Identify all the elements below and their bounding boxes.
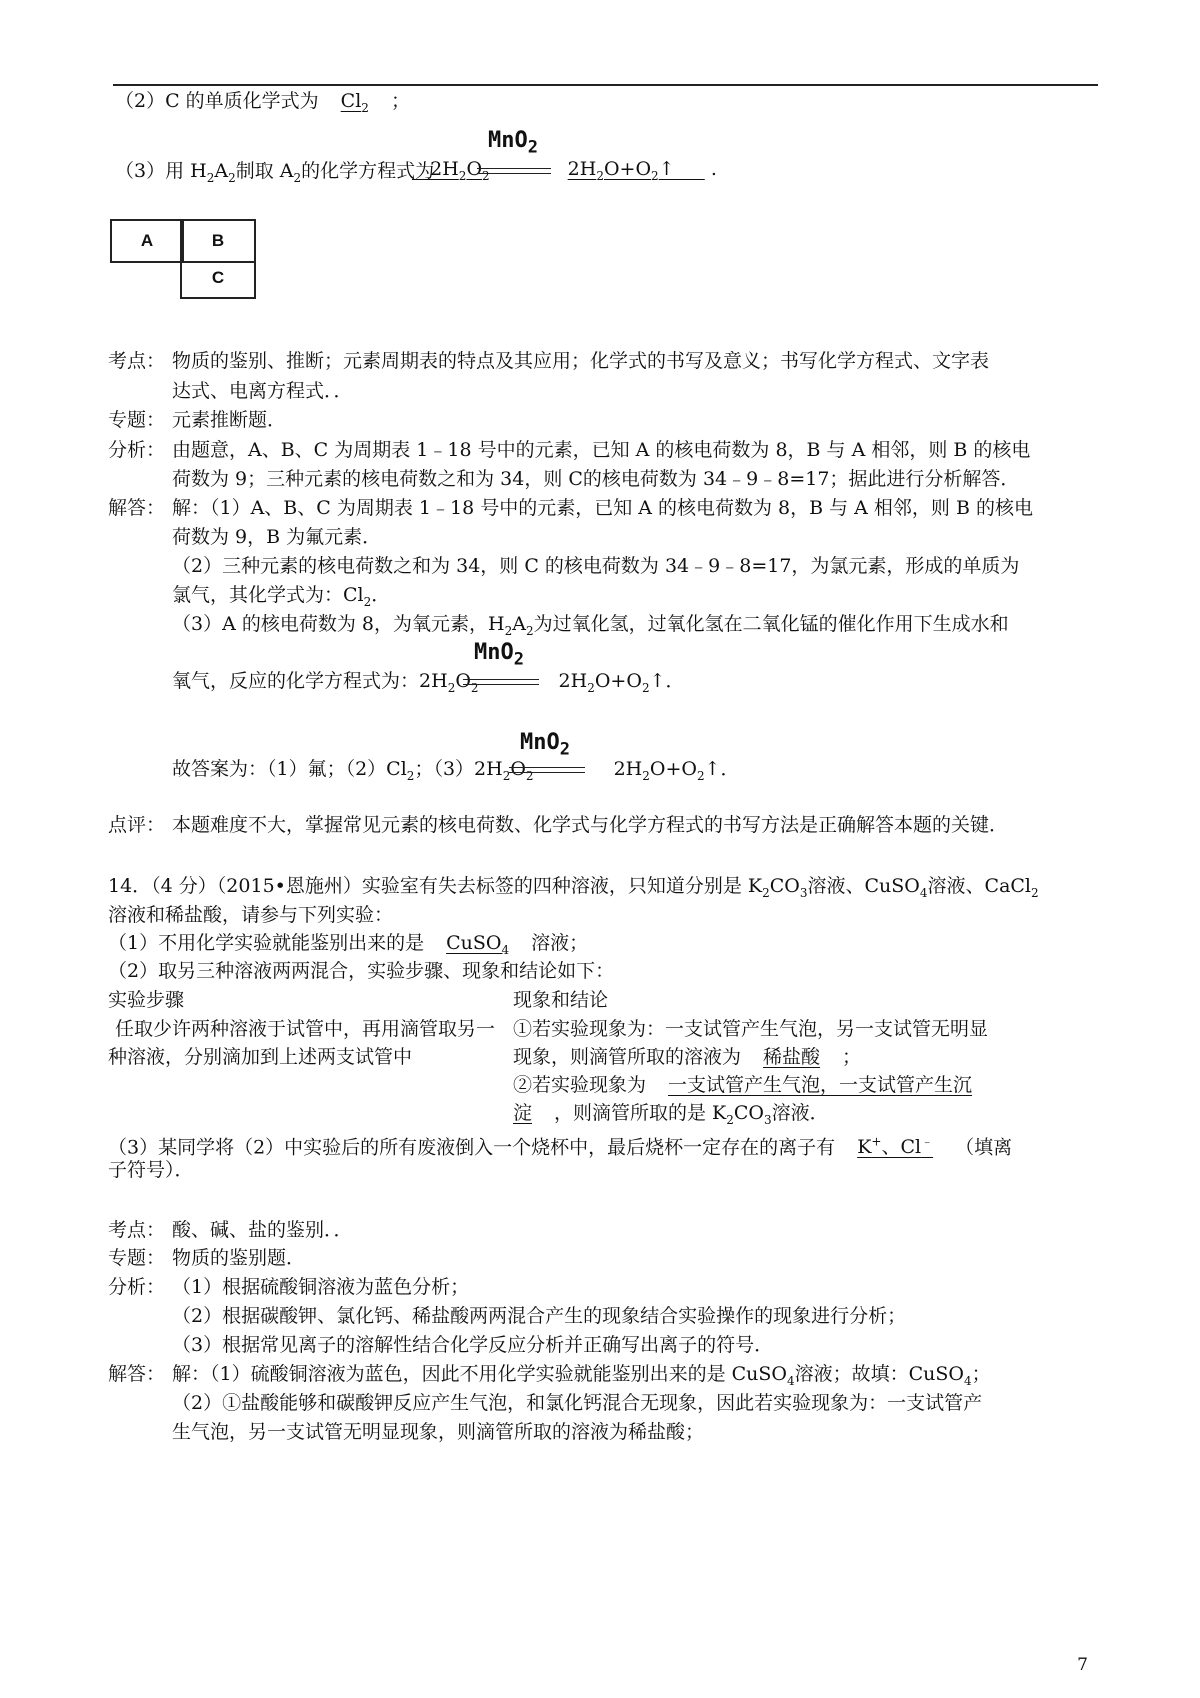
q13-line-2	[115, 88, 410, 121]
q14-jieda-1-text: 解：（1）硫酸铜溶液为蓝色，因此不用化学实验就能鉴别出来的是 CuSO	[172, 1363, 787, 1385]
q14-zhuanti-text: 物质的鉴别题．	[172, 1247, 306, 1269]
eq-end: .	[710, 158, 717, 180]
q14-jieda-1: 解：（1）硫酸铜溶液为蓝色，因此不用化学实验就能鉴别出来的是 CuSO$_4$溶液；故填：CuSO$_4$；	[172, 1363, 991, 1388]
table-cell-b	[180, 219, 256, 263]
q14-l1b-text: CO	[769, 875, 800, 897]
q13-l2-text: （2）C 的单质化学式为	[115, 90, 319, 112]
q14-result-4: 淀 ，则滴管所取的是 $K_2CO_3$溶液．	[513, 1102, 829, 1127]
q14-l1-text: 14．（4 分）（2015•恩施州）实验室有失去标签的四种溶液，只知道分别是 K	[108, 875, 763, 897]
fenxi-label: 分析：	[108, 439, 166, 461]
jieda-text-3: （2）三种元素的核电荷数之和为 34，则 C 的核电荷数为 34﹣9﹣8=17，为氯元素，形成的单质为	[172, 555, 1020, 577]
q14-result-3	[513, 1072, 972, 1098]
eq-double-bar-2	[463, 679, 539, 685]
catalyst-label: MnO$_2$	[488, 128, 538, 158]
fenxi-text-2: 荷数为 9；三种元素的核电荷数之和为 34，则 C的核电荷数为 34﹣9﹣8=17；据此进行分析解答．	[172, 468, 1020, 490]
q14-jieda-2: （2）①盐酸能够和碳酸钾反应产生气泡，和氯化钙混合无现象，因此若实验现象为：一支试管产	[172, 1392, 983, 1414]
q14-res4-answer: 淀	[513, 1102, 533, 1124]
q14-steps-1: 任取少许两种溶液于试管中，再用滴管取另一	[115, 1018, 496, 1040]
page-number: 7	[1077, 1655, 1088, 1675]
answer-line-text-2: ；（3）	[414, 758, 475, 780]
cell-c-text: C	[211, 268, 225, 287]
zhuanti-text: 元素推断题．	[172, 409, 287, 431]
catalyst-label-2: MnO$_2$	[474, 640, 524, 670]
jieda-label: 解答：	[108, 497, 166, 519]
jieda-5-text: （3）A 的核电荷数为 8，为氧元素，H	[172, 613, 505, 635]
q13-l2-answer-sub: 2	[361, 100, 369, 115]
jieda-text-6: 氧气，反应的化学方程式为：$2H_2O_2$ $2H_2O+O_2↑$．	[172, 670, 685, 695]
eq-right: 2H	[567, 158, 597, 180]
q14-jieda-1b-text: 溶液；故填：CuSO	[794, 1363, 965, 1385]
q14-line-6: 子符号）．	[108, 1159, 194, 1181]
q14-fenxi-3: （3）根据常见离子的溶解性结合化学反应分析并正确写出离子的符号．	[172, 1334, 774, 1356]
q14-res2-end: ；	[842, 1046, 862, 1068]
q14-res2-answer: 稀盐酸	[763, 1046, 821, 1068]
q14-l5-answer: K+、Cl﹣	[857, 1135, 934, 1159]
q14-result-1: ①若实验现象为：一支试管产生气泡，另一支试管无明显	[513, 1018, 989, 1040]
jieda-4-text: 氯气，其化学式为：Cl	[172, 584, 364, 606]
answer-line: 故答案为：（1）氟；$(2)Cl_2$；$(3)2H_2O_2$ $2H_2O+O_2↑$．	[172, 758, 740, 783]
q14-line-4: （2）取另三种溶液两两混合，实验步骤、现象和结论如下：	[108, 960, 615, 982]
q14-res3-answer: 一支试管产生气泡，一支试管产生沉	[668, 1074, 973, 1096]
catalyst-text: MnO	[488, 128, 528, 153]
table-cell-a	[110, 219, 184, 263]
q14-l3-answer-text: CuSO	[446, 932, 502, 954]
q13-l3-text: （3）用 H	[115, 160, 207, 182]
jieda-text-5: （3）A 的核电荷数为 8，为氧元素，$H_2A_2$为过氧化氢，过氧化氢在二氧化锰的催化作用下生成水和	[172, 613, 1009, 638]
q13-l3-mid: 制取 A	[235, 160, 294, 182]
catalyst-label-3: MnO$_2$	[520, 730, 570, 760]
q14-col-result: 现象和结论	[513, 989, 609, 1011]
kaodian-text-2: 达式、电离方程式．．	[172, 380, 353, 402]
catalyst-text-2: MnO	[474, 640, 514, 665]
q14-l5-ans-k: K	[857, 1136, 872, 1159]
q14-steps-2: 种溶液，分别滴加到上述两支试管中	[108, 1046, 413, 1068]
cell-b-text: B	[211, 231, 225, 250]
q14-l3-end: 溶液；	[531, 932, 589, 954]
q14-l3-answer: CuSO$_4$	[446, 932, 510, 957]
catalyst-text-3: MnO	[520, 730, 560, 755]
dianping-label: 点评：	[108, 814, 166, 836]
cell-a-text: A	[140, 231, 154, 250]
answer-line-text: 故答案为：（1）氟；（2）Cl	[172, 758, 407, 780]
q14-res2-text: 现象，则滴管所取的溶液为	[513, 1046, 742, 1068]
q14-result-2	[513, 1044, 861, 1070]
q14-l5-ans-cl: 、Cl	[881, 1136, 922, 1159]
q14-zhuanti-label: 专题：	[108, 1247, 166, 1269]
eq-double-bar-3	[509, 767, 585, 773]
zhuanti-label: 专题：	[108, 409, 166, 431]
q14-l1d-text: 溶液、CaCl	[927, 875, 1032, 897]
q14-fenxi-2: （2）根据碳酸钾、氯化钙、稀盐酸两两混合产生的现象结合实验操作的现象进行分析；	[172, 1305, 907, 1327]
q14-jieda-3: 生气泡，另一支试管无明显现象，则滴管所取的溶液为稀盐酸；	[172, 1421, 705, 1443]
kaodian-label: 考点：	[108, 350, 166, 372]
jieda-text-4: 氯气，其化学式为：$Cl_2$．	[172, 584, 391, 609]
kaodian-text-1: 物质的鉴别、推断；元素周期表的特点及其应用；化学式的书写及意义；书写化学方程式、文字表	[172, 350, 990, 372]
q14-col-steps: 实验步骤	[108, 989, 185, 1011]
q14-res3-text: ②若实验现象为	[513, 1074, 647, 1096]
q14-fenxi-label: 分析：	[108, 1276, 166, 1298]
q14-l1c-text: 溶液、CuSO	[807, 875, 920, 897]
jieda-text-2: 荷数为 9，B 为氟元素．	[172, 526, 382, 548]
q14-line-5	[108, 1129, 1012, 1160]
q14-line-1: 14．（4 分）（2015•恩施州）实验室有失去标签的四种溶液，只知道分别是 $K_2CO_3$溶液、CuSO$_4$溶液、CaCl$_2$	[108, 875, 1039, 900]
q13-line-3: （3）用 $H_2A_2$制取 $A_2$的化学方程式为	[115, 160, 435, 185]
q14-jieda-label: 解答：	[108, 1363, 166, 1385]
q13-l3-mid2: 的化学方程式为	[301, 160, 435, 182]
q14-res4-text-3: 溶液．	[771, 1102, 829, 1124]
q13-equation: $2H_2O_2$ $2H_2O+O_2↑$ .	[430, 158, 717, 183]
q14-line-2: 溶液和稀盐酸，请参与下列实验：	[108, 904, 394, 926]
eq-double-bar	[477, 168, 551, 174]
q14-l3-text: （1）不用化学实验就能鉴别出来的是	[108, 932, 425, 954]
q14-kaodian-text: 酸、碱、盐的鉴别．．	[172, 1219, 353, 1241]
q14-res4-text: ，则滴管所取的是 K	[554, 1102, 727, 1124]
dianping-text: 本题难度不大，掌握常见元素的核电荷数、化学式与化学方程式的书写方法是正确解答本题的关键．	[172, 814, 1009, 836]
jieda-6-text: 氧气，反应的化学方程式为：	[172, 670, 420, 692]
table-cell-c	[180, 259, 256, 299]
jieda-5b-text: 为过氧化氢，过氧化氢在二氧化锰的催化作用下生成水和	[533, 613, 1009, 635]
q14-l5-end: （填离	[955, 1136, 1013, 1159]
q13-l2-answer	[319, 90, 391, 115]
eq-left: 2H	[430, 158, 459, 180]
q13-l2-answer-text: Cl	[340, 90, 362, 112]
jieda-text-1: 解：（1）A、B、C 为周期表 1﹣18 号中的元素，已知 A 的核电荷数为 8，B 与 A 相邻，则 B 的核电	[172, 497, 1033, 519]
q14-fenxi-1: （1）根据硫酸铜溶液为蓝色分析；	[172, 1276, 470, 1298]
q13-l2-end: ；	[390, 90, 410, 112]
q14-res4-text-2: CO	[733, 1102, 765, 1124]
q14-l5-text: （3）某同学将（2）中实验后的所有废液倒入一个烧杯中，最后烧杯一定存在的离子有	[108, 1136, 836, 1159]
q14-kaodian-label: 考点：	[108, 1219, 166, 1241]
fenxi-text-1: 由题意，A、B、C 为周期表 1﹣18 号中的元素，已知 A 的核电荷数为 8，B 与 A 相邻，则 B 的核电	[172, 439, 1031, 461]
header-rule	[113, 84, 1098, 86]
